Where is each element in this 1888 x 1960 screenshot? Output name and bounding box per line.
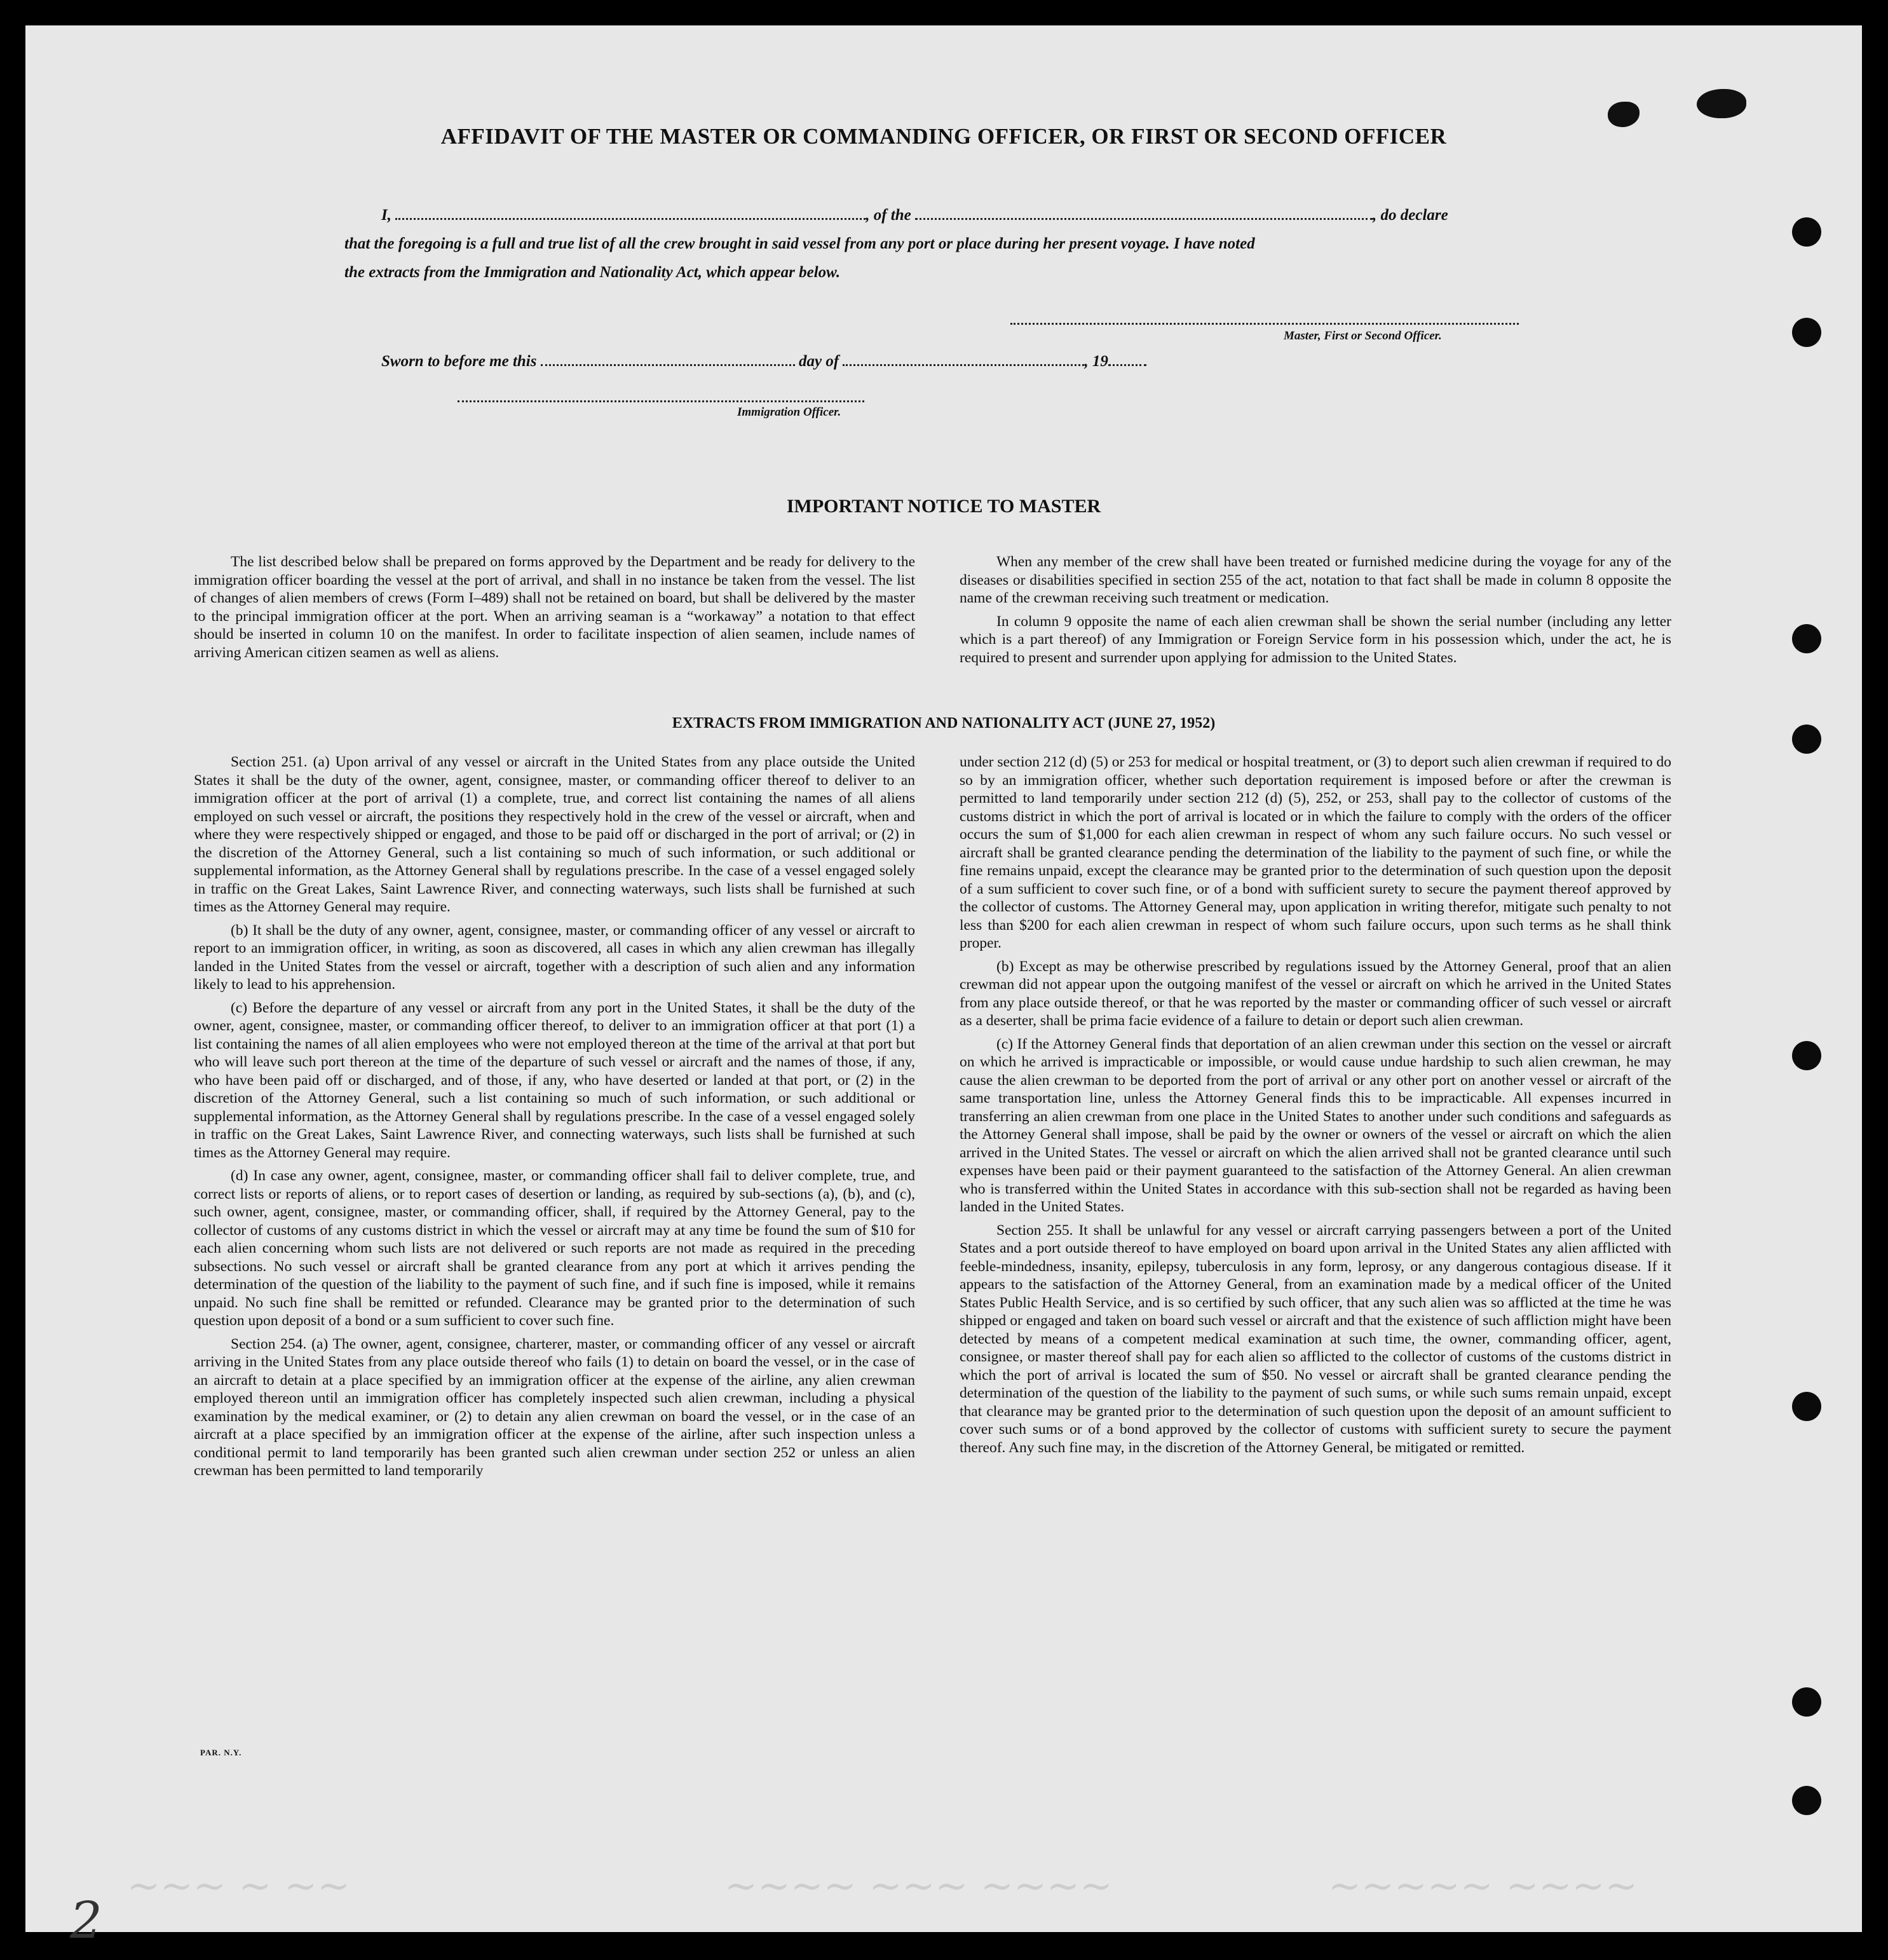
faint-pencil-scribble: ~~~~ ~~~ ~~~~ — [724, 1862, 1113, 1909]
binder-hole — [1792, 1786, 1821, 1815]
section-254-b: (b) Except as may be otherwise prescribed by regulations issued by the Attorney General, proof that an alien crewman did not appear upon the outgoing manifest of the vessel or aircraft on which he arrived in the United States from any place outside thereof, or that he was reported by the master or commanding officer of such vessel or aircraft as a deserter, shall be prima facie evidence of a failure to detain or deport such alien crewman. — [960, 958, 1671, 1029]
of-the-label: , of the — [866, 207, 911, 224]
affidavit-line-3: the extracts from the Immigration and Nationality Act, which appear below. — [344, 264, 841, 281]
section-254-a-continued: under section 212 (d) (5) or 253 for medical or hospital treatment, or (3) to deport such alien crewman if required to do so by an immigration officer, whether such deportation requirement is imposed before or after the crewman is permitted to land temporarily under section 212 (d) (5), 252, or 253, shall pay to the collector of customs of the customs district in which the port of arrival is located or in which the failure to comply with the orders of the officer occurs the sum of $1,000 for each alien crewman in respect of whom any such failure occurs. No such vessel or aircraft shall be granted clearance pending the determination of the liability to the payment of such fine, or while the fine remains unpaid, except the clearance may be granted prior to the determination of such question upon the deposit of a sum sufficient to cover such fine, or of a bond with sufficient surety to secure the payment thereof approved by the collector of customs. The Attorney General may, upon application in writing therefor, mitigate such penalty to not less than $200 for each alien crewman in respect of whom such failure occurs, upon such terms as he shall think proper. — [960, 754, 1671, 951]
ink-blot — [1608, 102, 1640, 127]
affidavit-title: AFFIDAVIT OF THE MASTER OR COMMANDING OFFICER, OR FIRST OR SECOND OFFICER — [440, 124, 1447, 149]
binder-hole — [1792, 624, 1821, 653]
section-251-c: (c) Before the departure of any vessel or aircraft from any port in the United States, it shall be the duty of the owner, agent, consignee, master, or commanding officer thereof, to deliver to an immigration officer at that port (1) a list containing the names of all alien employees who were not employed thereon at the time of the arrival at that port but who will leave such port thereon at the time of the departure of such vessel or aircraft and the names of those, if any, who have been paid off or discharged, and of those, if any, who have deserted or landed at that port, or (2) in the discretion of the Attorney General, such a list containing so much of such information, or such additional or supplemental information, as the Attorney General shall by regulations prescribe. In the case of a vessel engaged solely in traffic on the Great Lakes, Saint Lawrence River, and connecting waterways, such lists shall be furnished at such times as the Attorney General may require. — [194, 999, 915, 1161]
binder-hole — [1792, 217, 1821, 247]
section-251-a: Section 251. (a) Upon arrival of any vessel or aircraft in the United States from any place outside the United States it shall be the duty of the owner, agent, consignee, master, or commanding officer thereof to deliver to an immigration officer at the port of arrival (1) a complete, true, and correct list containing the names of all aliens employed on such vessel or aircraft, the positions they respectively hold in the crew of the vessel or aircraft, when and where they were respectively shipped or engaged, and those to be paid off or discharged in the port of arrival; or (2) in the discretion of the Attorney General, such a list containing so much of such information, or such additional or supplemental information, as the Attorney General shall by regulations prescribe. In the case of a vessel engaged solely in traffic on the Great Lakes, Saint Lawrence River, and connecting waterways, such lists shall be furnished at such times as the Attorney General may require. — [194, 754, 915, 915]
master-signature-line[interactable] — [1010, 323, 1519, 325]
notice-left-column — [194, 553, 915, 667]
handwritten-number: 2 — [70, 1891, 102, 1950]
affidavit-i-label: I, — [381, 207, 391, 224]
binder-hole — [1792, 1687, 1821, 1717]
faint-pencil-scribble: ~~~~~ ~~~~ — [1328, 1862, 1638, 1909]
sworn-month-blank[interactable] — [843, 353, 1084, 366]
notice-paragraph: In column 9 opposite the name of each alien crewman shall be shown the serial number (including any letter which is a part thereof) of any Immigration or Foreign Service form in his possession which, under the act, he is required to present and surrender upon applying for admission to the United States. — [960, 613, 1671, 666]
binder-hole — [1792, 1392, 1821, 1421]
vessel-blank[interactable] — [915, 207, 1373, 220]
binder-hole — [1792, 1041, 1821, 1070]
section-255: Section 255. It shall be unlawful for any vessel or aircraft carrying passengers between a port of the United States and a port outside thereof to have employed on board upon arrival in the United States any alien afflicted with feeble-mindedness, insanity, epilepsy, tuberculosis in any form, leprosy, or any dangerous contagious disease. If it appears to the satisfaction of the Attorney General, from an examination made by a medical officer of the United States Public Health Service, and is so certified by such officer, that any such alien was so afflicted at the time he was shipped or engaged and taken on board such vessel or aircraft and that the existence of such affliction might have been detected by means of a competent medical examination at such time, the owner, commanding officer, agent, consignee, or master thereof shall pay for each alien so afflicted to the collector of customs of the customs district in which the port of arrival is located the sum of $50. No vessel or aircraft shall be granted clearance pending the determination of the question of the liability to the payment of such sums, or while such sums remain unpaid, except that clearance may be granted prior to the determination of such question upon the deposit of an amount sufficient to cover such sums or of a bond approved by the collector of customs with sufficient surety to secure the payment thereof. Any such fine may, in the discretion of the Attorney General, be mitigated or remitted. — [960, 1222, 1671, 1456]
extracts-left-column — [194, 753, 915, 1485]
notice-paragraph: When any member of the crew shall have been treated or furnished medicine during the voyage for any of the diseases or disabilities specified in section 255 of the act, notation to that fact shall be made in column 8 opposite the name of the crewman receiving such treatment or medication. — [960, 554, 1671, 606]
section-251-d: (d) In case any owner, agent, consignee, master, or commanding officer shall fail to deliver complete, true, and correct lists or reports of aliens, or to report cases of desertion or landing, as required by sub-sections (a), (b), and (c), such owner, agent, consignee, master, or commanding officer, shall, if required by the Attorney General, pay to the collector of customs of any customs district in which the vessel or aircraft may at any time be found the sum of $10 for each alien concerning whom such lists are not delivered or such reports are not made as required in the preceding subsections. No such vessel or aircraft shall be granted clearance from any port at which it arrives pending the determination of the question of the liability to the payment of such fine, and if such fine is imposed, while it remains unpaid. No such fine shall be remitted or refunded. Clearance may be granted prior to the determination of such question upon deposit of a bond or a sum sufficient to cover such fine. — [194, 1167, 915, 1329]
section-254-c: (c) If the Attorney General finds that deportation of an alien crewman under this section on the vessel or aircraft on which he arrived is impracticable or impossible, or would cause undue hardship to such alien crewman, he may cause the alien crewman to be deported from the port of arrival or any other port on another vessel or aircraft of the same transportation line, unless the Attorney General finds this to be impracticable. All expenses incurred in transferring an alien crewman from one place in the United States to another under such conditions and safeguards as the Attorney General shall impose, shall be paid by the owner or owners of the vessel or aircraft on which the alien arrived in the United States. The vessel or aircraft on which the alien arrived shall not be granted clearance until such expenses have been paid or their payment guaranteed to the satisfaction of the Attorney General. An alien crewman who is transferred within the United States in accordance with this sub-section shall not be regarded as having been landed in the United States. — [960, 1035, 1671, 1215]
immigration-officer-signature-line[interactable] — [458, 400, 864, 402]
section-254-a: Section 254. (a) The owner, agent, consignee, charterer, master, or commanding officer of any vessel or aircraft arriving in the United States from any place outside thereof who fails (1) to detain on board the vessel, or in the case of an aircraft to detain at a place specified by an immigration officer at the expense of the airline, any alien crewman employed thereon until an immigration officer has completely inspected such alien crewman, including a physical examination by the medical examiner, or (2) to detain any alien crewman on board the vessel, or in the case of an aircraft at a place specified by an immigration officer at the expense of the airline, after such inspection unless a conditional permit to land temporarily has been granted such alien crewman under section 252 or unless an alien crewman has been permitted to land temporarily — [194, 1335, 915, 1479]
extracts-right-column — [960, 753, 1671, 1462]
year-label: , 19 — [1084, 353, 1108, 370]
ink-blot — [1697, 89, 1746, 118]
affidavit-line-2: that the foregoing is a full and true list of all the crew brought in said vessel from any port or place during her present voyage. I have noted — [344, 235, 1255, 252]
notice-right-column — [960, 553, 1671, 672]
day-of-label: day of — [798, 353, 839, 370]
notice-paragraph: The list described below shall be prepared on forms approved by the Department and be ready for delivery to the immigration officer boarding the vessel at the port of arrival, and shall in no instance be taken from the vessel. The list of changes of alien members of crews (Form I–489) shall not be retained on board, but shall be delivered by the master to the principal immigration officer at the port. When an arriving seaman is a “workaway” a notation to that effect should be inserted in column 10 on the manifest. In order to facilitate inspection of alien seamen, include names of arriving American citizen seamen as well as aliens. — [194, 554, 915, 661]
printer-mark: PAR. N.Y. — [200, 1748, 242, 1757]
notice-title: IMPORTANT NOTICE TO MASTER — [786, 496, 1101, 517]
master-signature-label: Master, First or Second Officer. — [1284, 329, 1442, 343]
extracts-title: EXTRACTS FROM IMMIGRATION AND NATIONALITY ACT (JUNE 27, 1952) — [672, 715, 1216, 732]
name-blank[interactable] — [395, 207, 866, 220]
binder-hole — [1792, 725, 1821, 754]
faint-pencil-scribble: ~~~ ~ ~~ — [127, 1862, 351, 1909]
sworn-year-blank[interactable] — [1108, 353, 1146, 366]
do-declare-label: , do declare — [1373, 207, 1448, 224]
immigration-officer-label: Immigration Officer. — [737, 405, 841, 419]
affidavit-declaration-line — [381, 207, 1538, 224]
binder-hole — [1792, 318, 1821, 347]
sworn-label: Sworn to before me this — [381, 353, 537, 370]
sworn-day-blank[interactable] — [541, 353, 795, 366]
sworn-line — [381, 353, 1146, 371]
section-251-b: (b) It shall be the duty of any owner, agent, consignee, master, or commanding officer of any vessel or aircraft to report to an immigration officer, in writing, as soon as discovered, all cases in which any alien crewman has illegally landed in the United States from the vessel or aircraft, together with a description of such alien and any information likely to lead to his apprehension. — [194, 922, 915, 993]
document-page — [25, 25, 1862, 1950]
